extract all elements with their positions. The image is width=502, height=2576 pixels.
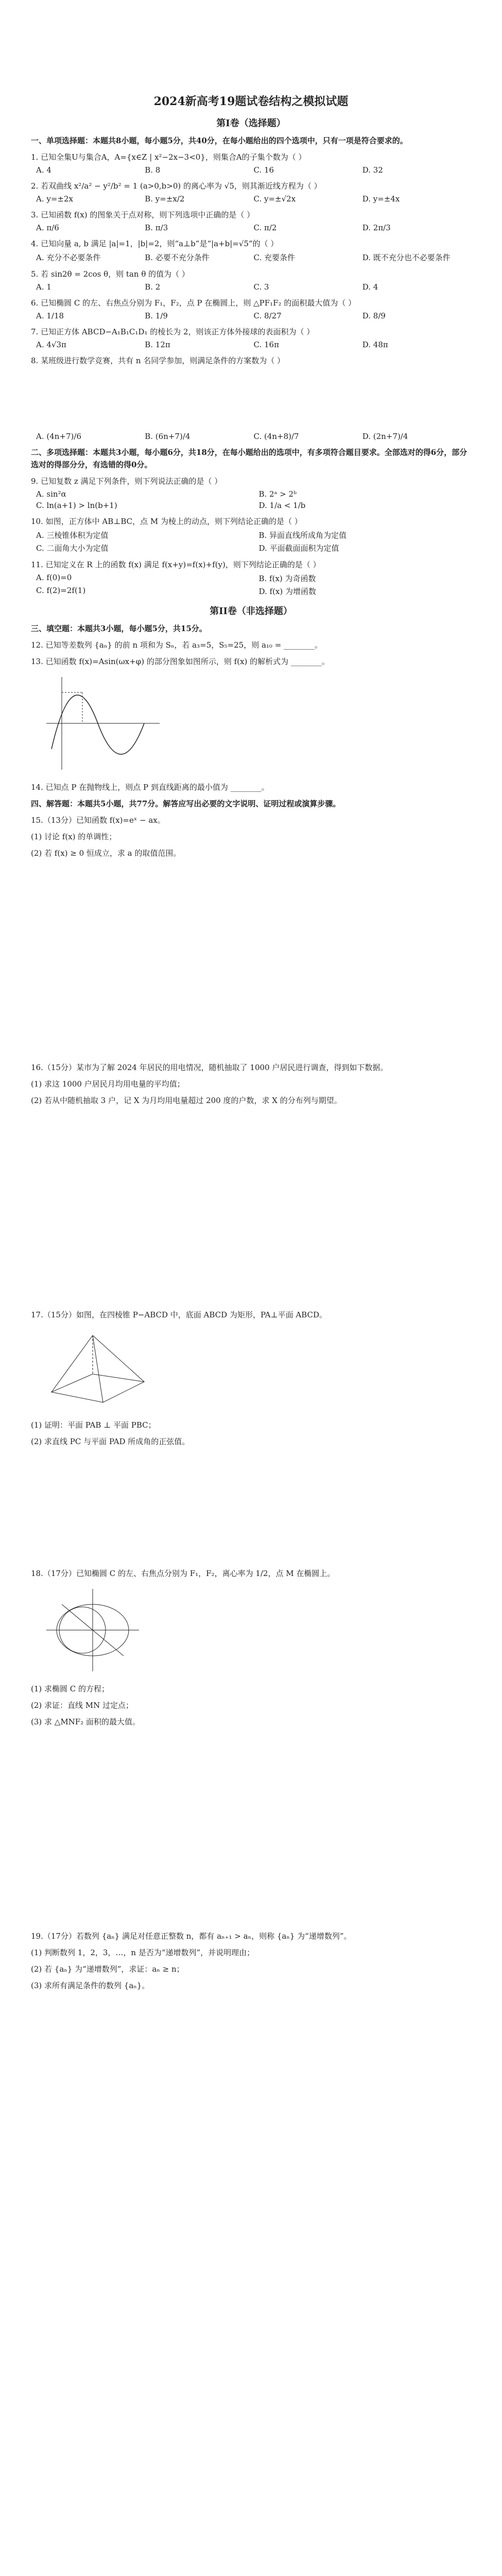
option-c: C. ln(a+1) > ln(b+1): [36, 501, 117, 510]
option-a: A. 4: [36, 165, 51, 175]
option-b: B. 异面直线所成角为定值: [258, 531, 347, 540]
option-c: C. 16: [253, 165, 274, 175]
question-17: 17.（15分）如图，在四棱锥 P−ABCD 中，底面 ABCD 为矩形，PA⊥平面 ABCD。: [31, 1310, 327, 1319]
question-text: 4. 已知向量 a, b 满足 |a|=1，|b|=2，则“a⊥b”是“|a+b|=√5”的（ ）: [31, 239, 279, 248]
q18-part-2: (2) 求证：直线 MN 过定点；: [31, 1701, 134, 1710]
edge: [93, 1335, 103, 1402]
option-c: C. π/2: [253, 223, 277, 232]
options: [36, 311, 471, 320]
question-19: 19.（17分）若数列 {aₙ} 满足对任意正整数 n，都有 aₙ₊₁ > aₙ，则称 {aₙ} 为“递增数列”。: [31, 1931, 352, 1941]
q18-part-3: (3) 求 △MNF₂ 面积的最大值。: [31, 1717, 140, 1726]
question-9: [31, 475, 471, 510]
option-a: A. π/6: [36, 223, 59, 232]
option-c: C. 二面角大小为定值: [36, 544, 109, 553]
option-c: C. f(2)=2f(1): [36, 586, 86, 595]
q15-part-2: (2) 若 f(x) ≥ 0 恒成立，求 a 的取值范围。: [31, 849, 181, 858]
options: [36, 165, 471, 175]
question-text: 9. 已知复数 z 满足下列条件，则下列说法正确的是（ ）: [31, 477, 222, 486]
option-b: B. 2: [145, 282, 161, 292]
sine-graph-figure: [41, 672, 471, 777]
question-1: [31, 151, 471, 175]
question-6: [31, 297, 471, 320]
q17-part-1: (1) 证明：平面 PAB ⊥ 平面 PBC；: [31, 1420, 156, 1430]
section-3-heading: 三、填空题：本题共3小题，每小题5分，共15分。: [31, 624, 207, 633]
options: [36, 340, 471, 349]
options: [36, 252, 471, 263]
option-b: B. 12π: [145, 340, 170, 349]
question-text: 6. 已知椭圆 C 的左、右焦点分别为 F₁，F₂，点 P 在椭圆上，则 △PF₁F₂ 的面积最大值为（ ）: [31, 298, 356, 308]
option-d: D. y=±4x: [362, 194, 400, 204]
question-text: 3. 已知函数 f(x) 的图象关于点对称，则下列选项中正确的是（ ）: [31, 210, 255, 219]
pyramid-diagram: [41, 1325, 154, 1413]
options: [36, 432, 471, 441]
question-text: 7. 已知正方体 ABCD−A₁B₁C₁D₁ 的棱长为 2，则该正方体外接球的表面积为（ ）: [31, 327, 315, 336]
option-d: D. 8/9: [362, 311, 386, 320]
option-a: A. 4√3π: [36, 340, 66, 349]
question-11: [31, 558, 471, 597]
option-a: A. y=±2x: [36, 194, 73, 204]
exam-title: 2024新高考19题试卷结构之模拟试题: [153, 95, 349, 108]
option-b: B. π/3: [145, 223, 168, 232]
option-b: B. 8: [145, 165, 161, 175]
option-a: A. 1/18: [36, 311, 64, 320]
question-text: 2. 若双曲线 x²/a² − y²/b² = 1 (a>0,b>0) 的离心率为 √5，则其渐近线方程为（ ）: [31, 181, 322, 191]
question-5: [31, 268, 471, 292]
option-b: B. y=±x/2: [145, 194, 185, 204]
q16-part-1: (1) 求这 1000 户居民月均用电量的平均值；: [31, 1079, 185, 1089]
option-c: C. 16π: [253, 340, 279, 349]
option-b: B. (6n+7)/4: [145, 432, 191, 441]
q19-part-2: (2) 若 {aₙ} 为“递增数列”，求证：aₙ ≥ n；: [31, 1964, 184, 1974]
options: [36, 573, 471, 597]
volume-1-title: 第I卷（选择题）: [216, 118, 286, 129]
option-a: A. 三棱锥体积为定值: [36, 531, 109, 540]
question-13: 13. 已知函数 f(x)=Asin(ωx+φ) 的部分图象如图所示，则 f(x) 的解析式为 ________。: [31, 657, 330, 666]
option-c: C. 3: [253, 282, 269, 292]
section-1-heading: 一、单项选择题：本题共8小题，每小题5分，共40分，在每小题给出的四个选项中，只有一项是符合要求的。: [31, 136, 408, 145]
q18-part-1: (1) 求椭圆 C 的方程；: [31, 1684, 110, 1693]
question-text: 8. 某班级进行数学竞赛，共有 n 名同学参加，则满足条件的方案数为（ ）: [31, 356, 285, 365]
q15-part-1: (1) 讨论 f(x) 的单调性；: [31, 832, 117, 841]
option-a: A. (4n+7)/6: [36, 432, 81, 441]
q19-part-1: (1) 判断数列 1，2，3，…，n 是否为“递增数列”，并说明理由；: [31, 1948, 255, 1957]
question-2: [31, 180, 471, 204]
option-a: A. f(0)=0: [36, 573, 72, 582]
option-c: C. 充要条件: [253, 253, 295, 262]
option-d: D. 平面截面面积为定值: [258, 544, 339, 553]
options: [36, 194, 471, 204]
option-d: D. 2π/3: [362, 223, 391, 232]
question-12: 12. 已知等差数列 {aₙ} 的前 n 项和为 Sₙ，若 a₃=5，S₅=25，则 a₁₀ = ________。: [31, 640, 323, 650]
option-a: A. 充分不必要条件: [36, 253, 101, 262]
question-18: 18.（17分）已知椭圆 C 的左、右焦点分别为 F₁，F₂，离心率为 1/2，点 M 在椭圆上。: [31, 1569, 335, 1578]
options: [36, 223, 471, 232]
volume-2-title: 第II卷（非选择题）: [210, 606, 292, 617]
exam-content: [31, 93, 471, 1994]
question-8: [31, 354, 471, 441]
base-quad: [51, 1374, 144, 1402]
option-d: D. 1/a < 1/b: [258, 501, 306, 510]
option-d: D. 4: [362, 282, 378, 292]
options: [36, 282, 471, 292]
edge: [51, 1335, 93, 1392]
question-14: 14. 已知点 P 在抛物线上，则点 P 到直线距离的最小值为 ________。: [31, 783, 269, 792]
section-2-heading: 二、多项选择题：本题共3小题，每小题6分，共18分，在每小题给出的选项中，有多项符合题目要求。全部选对的得6分，部分选对的得部分分，有选错的得0分。: [31, 448, 468, 469]
sine-graph: [41, 672, 165, 775]
edge: [93, 1335, 144, 1382]
option-d: D. f(x) 为增函数: [258, 587, 317, 596]
section-4-heading: 四、解答题：本题共5小题，共77分。解答应写出必要的文字说明、证明过程或演算步骤。: [31, 799, 341, 808]
question-10: [31, 515, 471, 553]
pyramid-figure: [41, 1325, 471, 1415]
options: [36, 489, 471, 510]
option-b: B. 2ᵃ > 2ᵇ: [258, 489, 297, 499]
question-3: [31, 209, 471, 232]
option-b: B. 1/9: [145, 311, 168, 320]
option-b: B. f(x) 为奇函数: [258, 574, 316, 583]
question-4: [31, 238, 471, 263]
option-d: D. 既不充分也不必要条件: [362, 253, 451, 262]
option-a: A. 1: [36, 282, 51, 292]
question-7: [31, 326, 471, 349]
question-15: 15.（13分）已知函数 f(x)=eˣ − ax。: [31, 816, 165, 825]
option-c: C. (4n+8)/7: [253, 432, 299, 441]
sine-curve: [51, 695, 144, 754]
question-text: 1. 已知全集U与集合A，A={x∈Z | x²−2x−3<0}，则集合A的子集个数为（ ）: [31, 152, 306, 162]
question-16: 16.（15分）某市为了解 2024 年居民的用电情况，随机抽取了 1000 户居民进行调查，得到如下数据。: [31, 1063, 388, 1072]
option-d: D. 32: [362, 165, 383, 175]
q16-part-2: (2) 若从中随机抽取 3 户，记 X 为月均用电量超过 200 度的户数，求 X 的分布列与期望。: [31, 1096, 342, 1105]
option-c: C. y=±√2x: [253, 194, 296, 204]
option-d: D. 48π: [362, 340, 388, 349]
q19-part-3: (3) 求所有满足条件的数列 {aₙ}。: [31, 1981, 150, 1990]
option-b: B. 必要不充分条件: [145, 253, 210, 262]
question-text: 10. 如图，正方体中 AB⊥BC，点 M 为棱上的动点，则下列结论正确的是（ ）: [31, 517, 302, 526]
q17-part-2: (2) 求直线 PC 与平面 PAD 所成角的正弦值。: [31, 1437, 190, 1446]
option-d: D. (2n+7)/4: [362, 432, 408, 441]
option-a: A. sin²α: [36, 489, 66, 499]
options: [36, 530, 471, 553]
question-text: 11. 已知定义在 R 上的函数 f(x) 满足 f(x+y)=f(x)+f(y)，则下列结论正确的是（ ）: [31, 560, 321, 569]
ellipse-diagram: [41, 1584, 144, 1676]
ellipse-figure: [41, 1584, 471, 1679]
question-text: 5. 若 sin2θ = 2cos θ，则 tan θ 的值为（ ）: [31, 269, 189, 279]
option-c: C. 8/27: [253, 311, 282, 320]
